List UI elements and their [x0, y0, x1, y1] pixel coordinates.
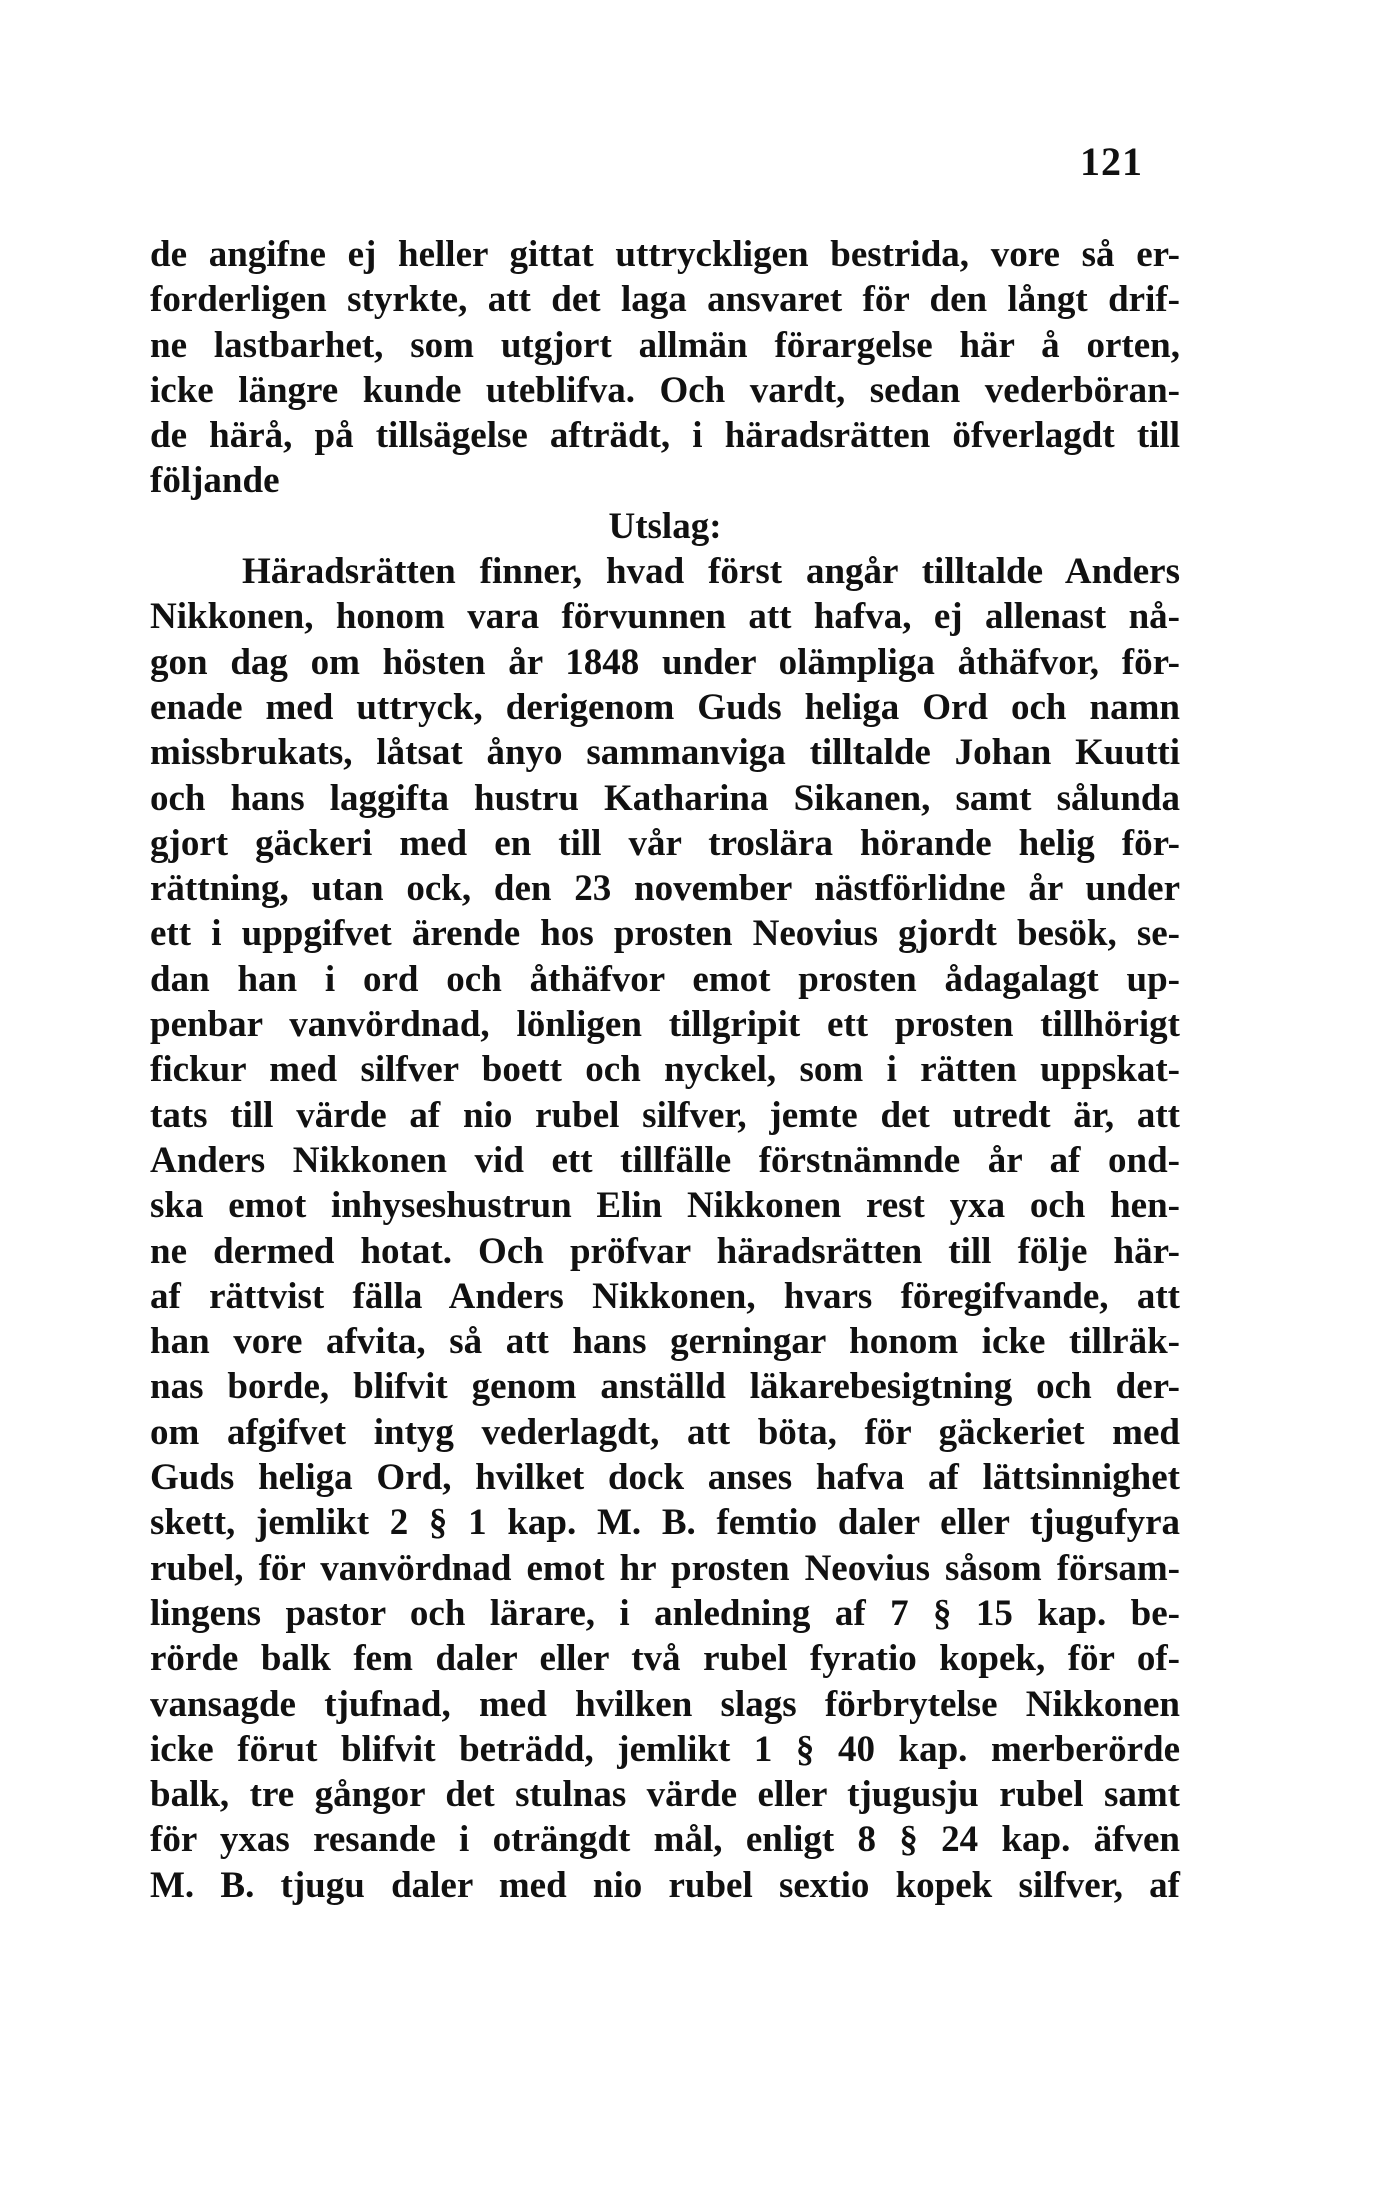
- text-line: om afgifvet intyg vederlagdt, att böta, för gäckeriet med: [150, 1411, 1180, 1453]
- text-line: icke förut blifvit beträdd, jemlikt 1 § 40 kap. merberörde: [150, 1728, 1180, 1770]
- text-line: rörde balk fem daler eller två rubel fyratio kopek, för of-: [150, 1638, 1180, 1680]
- text-line: skett, jemlikt 2 § 1 kap. M. B. femtio daler eller tjugufyra: [150, 1502, 1180, 1544]
- text-line: lingens pastor och lärare, i anledning af 7 § 15 kap. be-: [150, 1592, 1180, 1634]
- text-line: ett i uppgifvet ärende hos prosten Neovius gjordt besök, se-: [150, 913, 1180, 955]
- text-line: vansagde tjufnad, med hvilken slags förbrytelse Nikkonen: [150, 1683, 1180, 1725]
- page-number: 121: [1080, 139, 1143, 184]
- text-line: rättning, utan ock, den 23 november nästförlidne år under: [150, 868, 1180, 910]
- text-line: enade med uttryck, derigenom Guds heliga Ord och namn: [150, 686, 1180, 728]
- text-line: Nikkonen, honom vara förvunnen att hafva, ej allenast nå-: [150, 596, 1180, 638]
- text-line: ska emot inhyseshustrun Elin Nikkonen rest yxa och hen-: [150, 1185, 1180, 1227]
- text-line: för yxas resande i oträngdt mål, enligt 8 § 24 kap. äfven: [150, 1819, 1180, 1861]
- text-line: nas borde, blifvit genom anställd läkarebesigtning och der-: [150, 1366, 1180, 1408]
- text-line: fickur med silfver boett och nyckel, som i rätten uppskat-: [150, 1049, 1180, 1091]
- text-line: penbar vanvördnad, lönligen tillgripit ett prosten tillhörigt: [150, 1004, 1180, 1046]
- text-line: ne dermed hotat. Och pröfvar häradsrätten till följe här-: [150, 1230, 1180, 1272]
- text-line: och hans laggifta hustru Katharina Sikanen, samt sålunda: [150, 777, 1180, 819]
- text-line: Anders Nikkonen vid ett tillfälle förstnämnde år af ond-: [150, 1139, 1180, 1181]
- text-line: missbrukats, låtsat ånyo sammanviga tilltalde Johan Kuutti: [150, 732, 1180, 774]
- text-line: han vore afvita, så att hans gerningar honom icke tillräk-: [150, 1321, 1180, 1363]
- body-text: [150, 232, 1180, 1908]
- text-line: gon dag om hösten år 1848 under olämpliga åthäfvor, för-: [150, 641, 1180, 683]
- text-line: följande: [150, 460, 280, 502]
- text-line: af rättvist fälla Anders Nikkonen, hvars föregifvande, att: [150, 1275, 1180, 1317]
- text-line: balk, tre gångor det stulnas värde eller tjugusju rubel samt: [150, 1774, 1180, 1816]
- text-line: tats till värde af nio rubel silfver, jemte det utredt är, att: [150, 1094, 1180, 1136]
- section-heading: Utslag:: [608, 505, 722, 547]
- text-line: de angifne ej heller gittat uttryckligen bestrida, vore så er-: [150, 234, 1180, 275]
- text-line: forderligen styrkte, att det laga ansvaret för den långt drif-: [150, 279, 1180, 321]
- text-line: de härå, på tillsägelse afträdt, i häradsrätten öfverlagdt till: [150, 415, 1180, 457]
- text-line: ne lastbarhet, som utgjort allmän förargelse här å orten,: [150, 324, 1180, 366]
- text-line: rubel, för vanvördnad emot hr prosten Neovius såsom försam-: [150, 1547, 1180, 1589]
- text-line: M. B. tjugu daler med nio rubel sextio kopek silfver, af: [150, 1864, 1180, 1906]
- text-line: dan han i ord och åthäfvor emot prosten ådagalagt up-: [150, 958, 1180, 1000]
- text-line: icke längre kunde uteblifva. Och vardt, sedan vederböran-: [150, 369, 1180, 411]
- text-line: Guds heliga Ord, hvilket dock anses hafva af lättsinnighet: [150, 1457, 1180, 1499]
- text-line: Häradsrätten finner, hvad först angår tilltalde Anders: [242, 551, 1180, 593]
- text-line: gjort gäckeri med en till vår troslära hörande helig för-: [150, 822, 1180, 864]
